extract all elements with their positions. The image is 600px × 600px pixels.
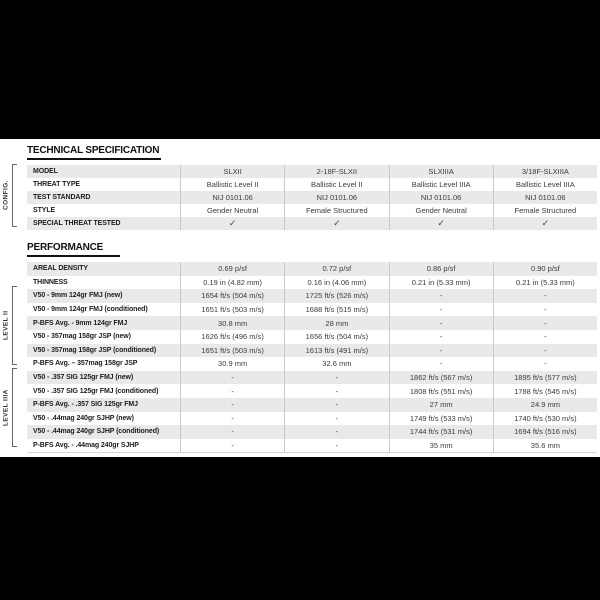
cell-value: - xyxy=(180,398,284,412)
level-ii-group-bracket xyxy=(12,286,17,365)
table-row xyxy=(27,398,597,412)
cell-value: 1788 ft/s (545 m/s) xyxy=(493,384,597,398)
row-label: MODEL xyxy=(33,168,58,175)
cell-value: 0.86 p/sf xyxy=(389,262,493,276)
table-row xyxy=(27,316,597,330)
cell-value: - xyxy=(389,357,493,371)
cell-value: Ballistic Level IIIA xyxy=(493,178,597,191)
cell-value: 35.6 mm xyxy=(493,439,597,453)
cell-value: 1895 ft/s (577 m/s) xyxy=(493,371,597,385)
row-label: SPECIAL THREAT TESTED xyxy=(33,220,121,227)
cell-value: 32.6 mm xyxy=(284,357,388,371)
row-label: THINNESS xyxy=(33,278,68,286)
cell-value: NIJ 0101.06 xyxy=(180,191,284,204)
cell-value: 1688 ft/s (515 m/s) xyxy=(284,303,388,317)
cell-value: 1725 ft/s (526 m/s) xyxy=(284,289,388,303)
row-label: V50 - .357 SIG 125gr FMJ (new) xyxy=(33,374,134,382)
cell-value: - xyxy=(284,425,388,439)
check-icon: ✓ xyxy=(493,217,597,230)
row-label: STYLE xyxy=(33,207,56,214)
table-row xyxy=(27,357,597,371)
cell-value: 1613 ft/s (491 m/s) xyxy=(284,344,388,358)
row-label: P-BFS Avg. - .357 SIG 125gr FMJ xyxy=(33,401,138,409)
table-row xyxy=(27,412,597,426)
performance-title: PERFORMANCE xyxy=(27,242,120,257)
table-row xyxy=(27,262,597,276)
cell-value: - xyxy=(389,289,493,303)
cell-value: - xyxy=(493,289,597,303)
cell-value: - xyxy=(284,439,388,453)
cell-value: - xyxy=(180,371,284,385)
cell-value: 1862 ft/s (567 m/s) xyxy=(389,371,493,385)
performance-title-wrap xyxy=(0,242,600,257)
row-label: P-BFS Avg. - 9mm 124gr FMJ xyxy=(33,319,128,327)
table-row xyxy=(27,344,597,358)
cell-value: Ballistic Level II xyxy=(284,178,388,191)
cell-value: 1808 ft/s (551 m/s) xyxy=(389,384,493,398)
cell-value: 35 mm xyxy=(389,439,493,453)
table-row xyxy=(27,217,597,230)
cell-value: 1626 ft/s (496 m/s) xyxy=(180,330,284,344)
cell-value: - xyxy=(284,384,388,398)
cell-value: 3/18F-SLXIIIA xyxy=(493,165,597,178)
row-label: V50 - .44mag 240gr SJHP (new) xyxy=(33,414,134,422)
row-label: TEST STANDARD xyxy=(33,194,91,201)
row-label: P-BFS Avg. – 357mag 158gr JSP xyxy=(33,360,138,368)
row-label: V50 - 9mm 124gr FMJ (new) xyxy=(33,292,123,300)
cell-value: 27 mm xyxy=(389,398,493,412)
cell-value: - xyxy=(493,330,597,344)
cell-value: 0.90 p/sf xyxy=(493,262,597,276)
cell-value: - xyxy=(180,384,284,398)
cell-value: 0.19 in (4.82 mm) xyxy=(180,276,284,290)
level-ii-group-label: LEVEL II xyxy=(2,310,10,341)
cell-value: - xyxy=(493,303,597,317)
row-label: P-BFS Avg. - .44mag 240gr SJHP xyxy=(33,442,139,450)
level-iiia-group-label: LEVEL IIIA xyxy=(2,389,10,426)
row-label: V50 - .44mag 240gr SJHP (conditioned) xyxy=(33,428,160,436)
cell-value: 1694 ft/s (516 m/s) xyxy=(493,425,597,439)
table-row xyxy=(27,276,597,290)
cell-value: - xyxy=(493,344,597,358)
cell-value: - xyxy=(389,316,493,330)
cell-value: - xyxy=(389,344,493,358)
spec-sheet-panel xyxy=(0,139,600,457)
cell-value: - xyxy=(389,303,493,317)
cell-value: 1740 ft/s (530 m/s) xyxy=(493,412,597,426)
performance-table xyxy=(27,262,597,453)
cell-value: 1654 ft/s (504 m/s) xyxy=(180,289,284,303)
cell-value: 28 mm xyxy=(284,316,388,330)
cell-value: - xyxy=(493,357,597,371)
configuration-table xyxy=(27,165,597,230)
table-row xyxy=(27,330,597,344)
cell-value: 30.9 mm xyxy=(180,357,284,371)
cell-value: NIJ 0101.06 xyxy=(284,191,388,204)
table-row xyxy=(27,425,597,439)
cell-value: - xyxy=(284,398,388,412)
check-icon: ✓ xyxy=(284,217,388,230)
table-row xyxy=(27,191,597,204)
cell-value: - xyxy=(284,412,388,426)
row-label: V50 - 357mag 158gr JSP (conditioned) xyxy=(33,346,157,354)
cell-value: - xyxy=(389,330,493,344)
row-label: V50 - 357mag 158gr JSP (new) xyxy=(33,333,131,341)
cell-value: Female Structured xyxy=(284,204,388,217)
cell-value: Ballistic Level IIIA xyxy=(389,178,493,191)
row-label: THREAT TYPE xyxy=(33,181,80,188)
cell-value: 1651 ft/s (503 m/s) xyxy=(180,303,284,317)
cell-value: Ballistic Level II xyxy=(180,178,284,191)
cell-value: 0.21 in (5.33 mm) xyxy=(389,276,493,290)
table-row xyxy=(27,178,597,191)
cell-value: 1651 ft/s (503 m/s) xyxy=(180,344,284,358)
cell-value: - xyxy=(493,316,597,330)
cell-value: - xyxy=(284,371,388,385)
cell-value: 1749 ft/s (533 m/s) xyxy=(389,412,493,426)
cell-value: 30.8 mm xyxy=(180,316,284,330)
cell-value: Gender Neutral xyxy=(180,204,284,217)
cell-value: - xyxy=(180,425,284,439)
cell-value: Female Structured xyxy=(493,204,597,217)
cell-value: 0.21 in (5.33 mm) xyxy=(493,276,597,290)
cell-value: Gender Neutral xyxy=(389,204,493,217)
row-label: V50 - 9mm 124gr FMJ (conditioned) xyxy=(33,306,148,314)
row-label: V50 - .357 SIG 125gr FMJ (conditioned) xyxy=(33,387,159,395)
check-icon: ✓ xyxy=(389,217,493,230)
config-group-bracket xyxy=(12,164,17,227)
cell-value: SLXIIIA xyxy=(389,165,493,178)
cell-value: 24.9 mm xyxy=(493,398,597,412)
cell-value: SLXII xyxy=(180,165,284,178)
cell-value: 1744 ft/s (531 m/s) xyxy=(389,425,493,439)
table-row xyxy=(27,165,597,178)
table-row xyxy=(27,371,597,385)
table-row xyxy=(27,384,597,398)
cell-value: 2-18F-SLXII xyxy=(284,165,388,178)
level-iiia-group-bracket xyxy=(12,368,17,447)
table-row xyxy=(27,303,597,317)
cell-value: - xyxy=(180,412,284,426)
cell-value: 0.16 in (4.06 mm) xyxy=(284,276,388,290)
cell-value: 1656 ft/s (504 m/s) xyxy=(284,330,388,344)
row-label: AREAL DENSITY xyxy=(33,265,88,273)
check-icon: ✓ xyxy=(180,217,284,230)
config-group-label: CONFIG. xyxy=(2,180,10,211)
table-row xyxy=(27,289,597,303)
cell-value: 0.72 p/sf xyxy=(284,262,388,276)
table-row xyxy=(27,439,597,453)
cell-value: - xyxy=(180,439,284,453)
cell-value: NIJ 0101.06 xyxy=(389,191,493,204)
cell-value: 0.69 p/sf xyxy=(180,262,284,276)
technical-specification-title: TECHNICAL SPECIFICATION xyxy=(27,145,161,160)
table-row xyxy=(27,204,597,217)
cell-value: NIJ 0101.06 xyxy=(493,191,597,204)
